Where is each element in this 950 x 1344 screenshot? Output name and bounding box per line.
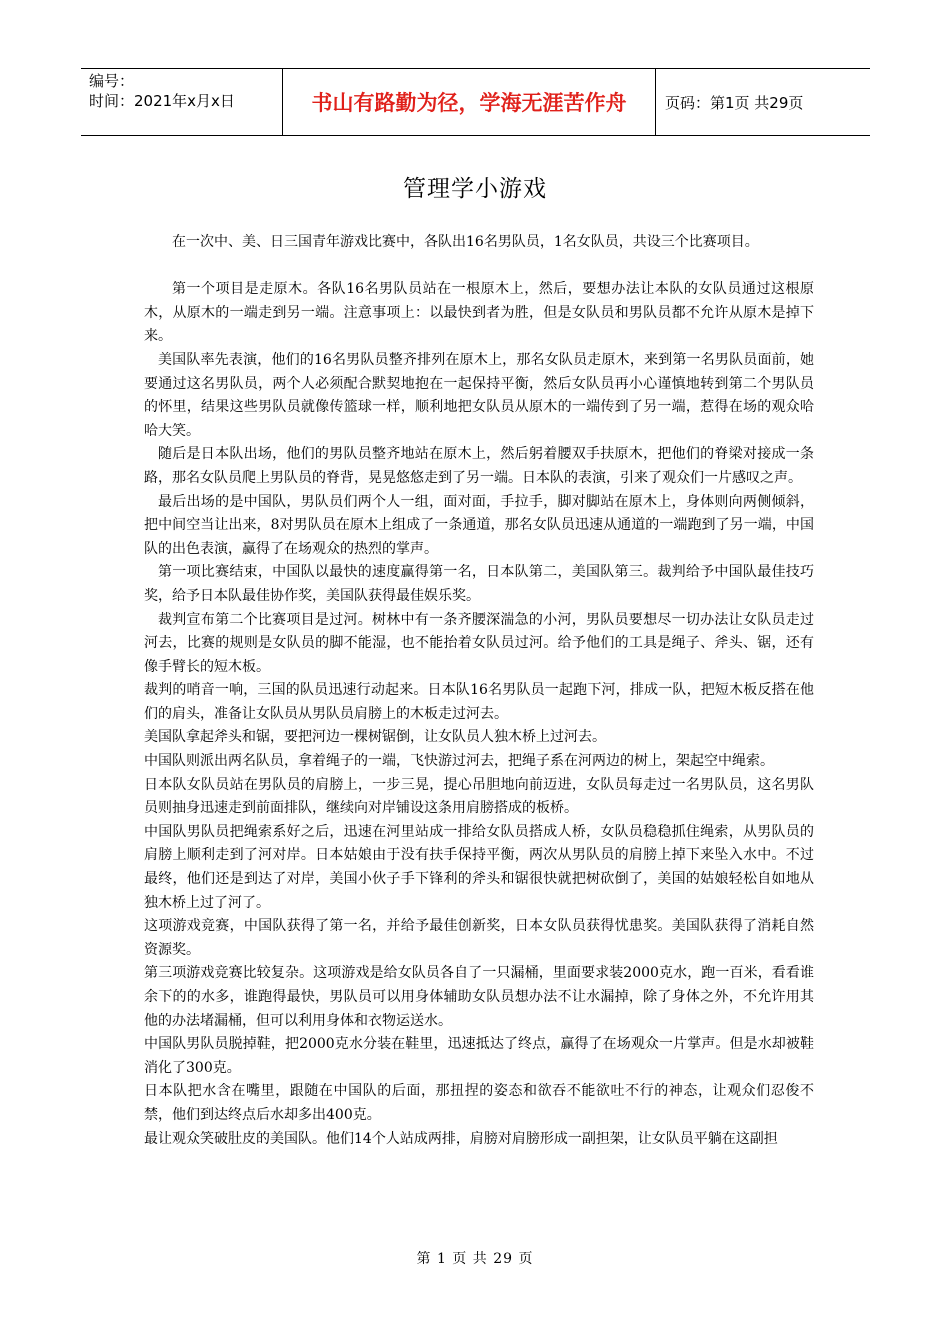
paragraph: 最后出场的是中国队，男队员们两个人一组，面对面，手拉手，脚对脚站在原木上，身体则向两侧倾斜，把中间空当让出来，8对男队员在原木上组成了一条通道，那名女队员迅速从通道的一端跑到了另一端，中国队的出色表演，赢得了在场观众的热烈的掌声。 [144,493,814,557]
paragraph: 中国队则派出两名队员，拿着绳子的一端，飞快游过河去，把绳子系在河两边的树上，架起空中绳索。 [144,753,774,770]
document-body [144,231,814,1151]
time-label: 时间：2021年x月x日 [89,92,235,110]
header-motto: 书山有路勤为径，学海无涯苦作舟 [282,69,656,135]
paragraph: 日本队女队员站在男队员的肩膀上，一步三晃，提心吊胆地向前迈进，女队员每走过一名男队员，这名男队员则抽身迅速走到前面排队，继续向对岸铺设这条用肩膀搭成的板桥。 [144,776,814,817]
document-header [81,68,870,136]
paragraph: 在一次中、美、日三国青年游戏比赛中，各队出16名男队员，1名女队员，共设三个比赛项目。 [172,234,759,250]
paragraph: 美国队拿起斧头和锯，要把河边一棵树锯倒，让女队员人独木桥上过河去。 [144,729,606,746]
paragraph: 中国队男队员把绳索系好之后，迅速在河里站成一排给女队员搭成人桥，女队员稳稳抓住绳索，从男队员的肩膀上顺利走到了河对岸。日本姑娘由于没有扶手保持平衡，两次从男队员的肩膀上掉下来坠入水中。不过最终，他们还是到达了对岸，美国小伙子手下锋利的斧头和锯很快就把树砍倒了，美国的姑娘轻松自如地从独木桥上过了河了。 [144,823,814,911]
paragraph-gap [144,255,814,279]
page-title: 管理学小游戏 [403,176,547,202]
header-page-info: 页码：第1页 共29页 [665,93,804,112]
paragraph: 裁判的哨音一响，三国的队员迅速行动起来。日本队16名男队员一起跑下河，排成一队，把短木板反搭在他们的肩头，准备让女队员从男队员肩膀上的木板走过河去。 [144,682,814,722]
paragraph: 第一个项目是走原木。各队16名男队员站在一根原木上，然后，要想办法让本队的女队员通过这根原木，从原木的一端走到另一端。注意事项上：以最快到者为胜，但是女队员和男队员都不允许从原木是掉下来。 [144,281,814,345]
page-footer: 第 1 页 共 29 页 [416,1251,534,1267]
paragraph: 第一项比赛结束，中国队以最快的速度赢得第一名，日本队第二，美国队第三。裁判给予中国队最佳技巧奖，给予日本队最佳协作奖，美国队获得最佳娱乐奖。 [144,564,814,604]
paragraph: 美国队率先表演，他们的16名男队员整齐排列在原木上，那名女队员走原木，来到第一名男队员面前，她要通过这名男队员，两个人必须配合默契地抱在一起保持平衡，然后女队员再小心谨慎地转到第二个男队员的怀里，结果这些男队员就像传篮球一样，顺利地把女队员从原木的一端传到了另一端，惹得在场的观众哈哈大笑。 [144,351,814,439]
paragraph: 最让观众笑破肚皮的美国队。他们14个人站成两排，肩膀对肩膀形成一副担架，让女队员平躺在这副担 [144,1130,778,1147]
header-meta [81,69,282,135]
paragraph: 随后是日本队出场，他们的男队员整齐地站在原木上，然后躬着腰双手扶原木，把他们的脊梁对接成一条路，那名女队员爬上男队员的脊背，晃晃悠悠走到了另一端。日本队的表演，引来了观众们一片感叹之声。 [144,446,814,486]
number-label: 编号： [89,72,135,90]
paragraph: 这项游戏竞赛，中国队获得了第一名，并给予最佳创新奖，日本女队员获得忧患奖。美国队获得了消耗自然资源奖。 [144,918,814,958]
paragraph: 裁判宣布第二个比赛项目是过河。树林中有一条齐腰深湍急的小河，男队员要想尽一切办法让女队员走过河去，比赛的规则是女队员的脚不能湿，也不能抬着女队员过河。给予他们的工具是绳子、斧头、锯，还有像手臂长的短木板。 [144,611,814,675]
paragraph: 中国队男队员脱掉鞋，把2000克水分装在鞋里，迅速抵达了终点，赢得了在场观众一片掌声。但是水却被鞋消化了300克。 [144,1036,814,1076]
paragraph: 第三项游戏竞赛比较复杂。这项游戏是给女队员各自了一只漏桶，里面要求装2000克水，跑一百米，看看谁余下的的水多，谁跑得最快，男队员可以用身体辅助女队员想办法不让水漏掉，除了身体之外，不允许用其他的办法堵漏桶，但可以利用身体和衣物运送水。 [144,965,814,1029]
paragraph: 日本队把水含在嘴里，跟随在中国队的后面，那扭捏的姿态和欲吞不能欲吐不行的神态，让观众们忍俊不禁，他们到达终点后水却多出400克。 [144,1083,814,1123]
